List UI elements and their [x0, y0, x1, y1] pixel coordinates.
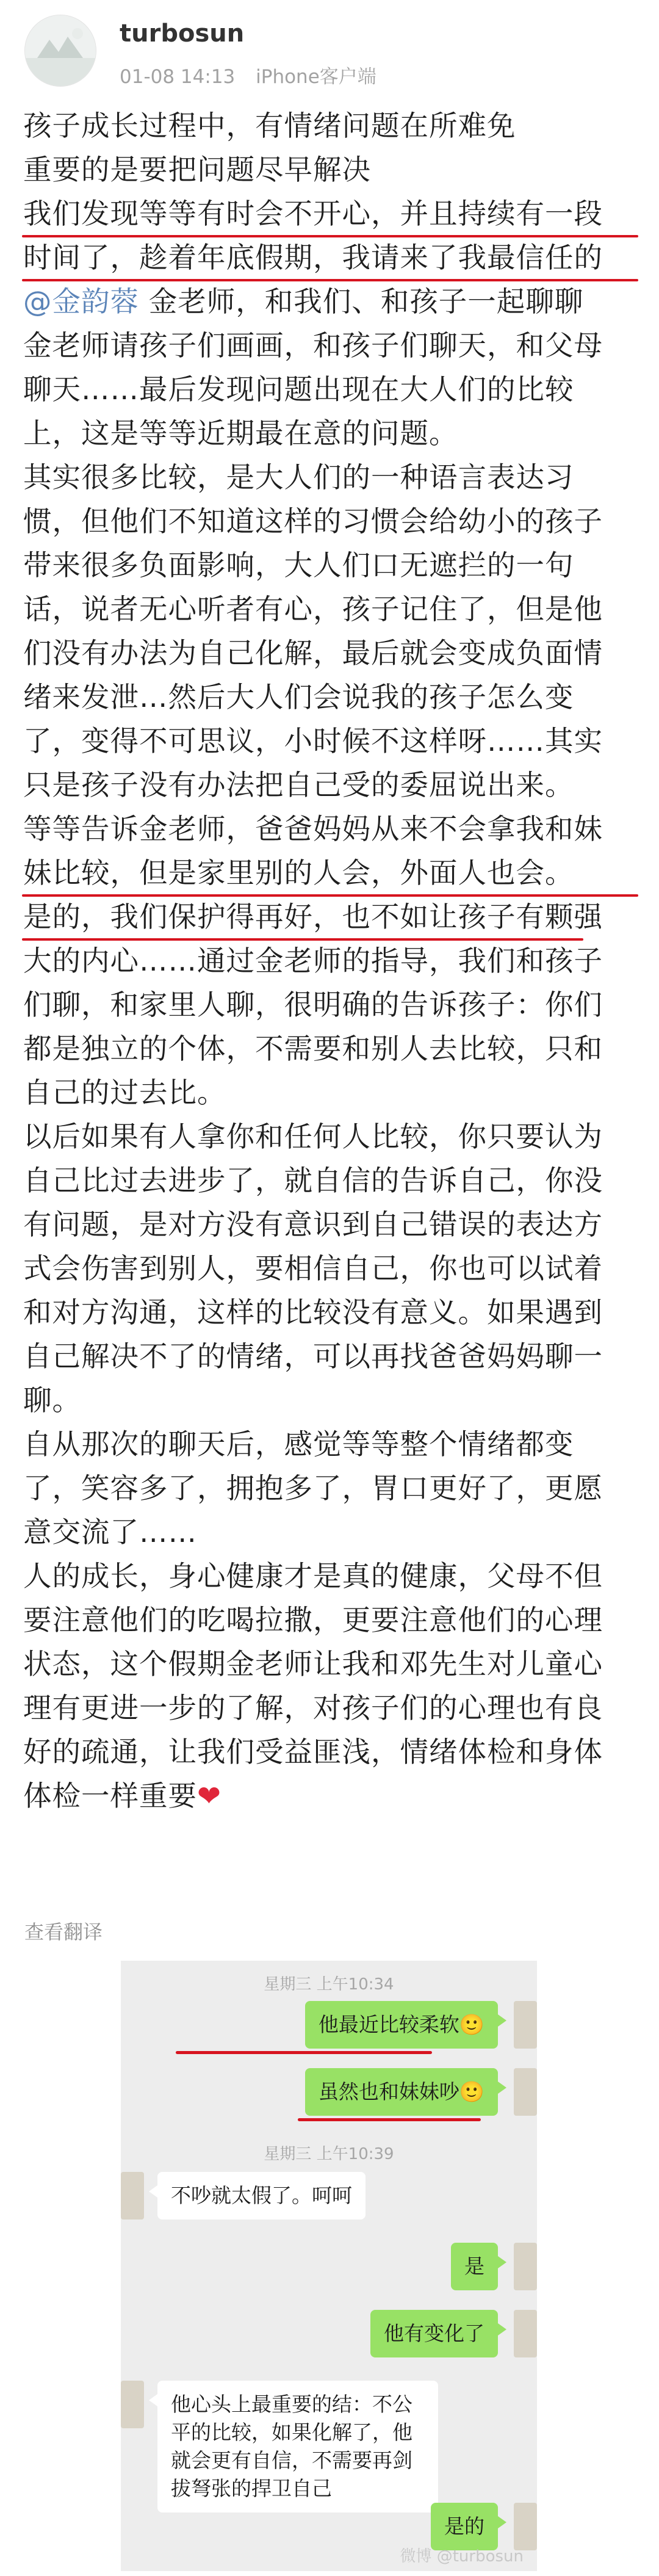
- post-line: 意交流了……: [23, 1516, 197, 1549]
- chat-bubble-other: 他心头上最重要的结：不公平的比较，如果化解了，他就会更有自信，不需要再剑拔弩张的捍卫自己: [157, 2381, 438, 2513]
- post-line: 等等告诉金老师，爸爸妈妈从来不会拿我和妹: [23, 812, 603, 845]
- chat-avatar-me: [514, 2001, 537, 2049]
- post-line: 好的疏通，让我们受益匪浅，情绪体检和身体: [23, 1735, 603, 1768]
- chat-avatar-other: [121, 2381, 144, 2428]
- chat-avatar-me: [514, 2068, 537, 2116]
- post-line: 自己解决不了的情绪，可以再找爸爸妈妈聊一: [23, 1340, 603, 1373]
- post-line: 其实很多比较，是大人们的一种语言表达习: [23, 461, 574, 494]
- chat-screenshot: [121, 1961, 537, 2571]
- post-header: [24, 11, 635, 96]
- post-line-with-heart: [23, 1774, 639, 1818]
- post-line: 自己的过去比。: [23, 1076, 226, 1109]
- post-line: 们聊，和家里人聊，很明确的告诉孩子：你们: [23, 988, 603, 1021]
- heart-icon: ❤: [197, 1779, 221, 1812]
- highlight-underline: [22, 894, 638, 897]
- post-line: 和对方沟通，这样的比较没有意义。如果遇到: [23, 1296, 603, 1329]
- post-line: 大的内心……通过金老师的指导，我们和孩子: [23, 944, 603, 977]
- watermark: 微博 @turbosun: [400, 2547, 524, 2566]
- post-line: 带来很多负面影响，大人们口无遮拦的一句: [23, 549, 574, 582]
- post-line: 话，说者无心听者有心，孩子记住了，但是他: [23, 593, 603, 626]
- post-line: 绪来发泄…然后大人们会说我的孩子怎么变: [23, 681, 574, 714]
- post-line: 我们发现等等有时会不开心，并且持续有一段: [23, 197, 603, 230]
- post-meta: [120, 61, 391, 89]
- post-line-text: 金老师，和我们、和孩子一起聊聊: [148, 285, 584, 318]
- post-line: 理有更进一步的了解，对孩子们的心理也有良: [23, 1691, 603, 1724]
- highlight-underline: [22, 235, 638, 237]
- avatar[interactable]: [24, 15, 96, 87]
- post-line: 有问题，是对方没有意识到自己错误的表达方: [23, 1208, 603, 1241]
- post-line: 只是孩子没有办法把自己受的委屈说出来。: [23, 769, 574, 801]
- post-line: 惯，但他们不知道这样的习惯会给幼小的孩子: [23, 505, 603, 538]
- chat-bubble-me: 他有变化了: [370, 2310, 498, 2357]
- chat-avatar-me: [514, 2243, 537, 2290]
- post-line: 时间了，趁着年底假期，我请来了我最信任的: [23, 241, 603, 274]
- post-line: 要注意他们的吃喝拉撒，更要注意他们的心理: [23, 1604, 603, 1637]
- highlight-underline: [22, 279, 638, 281]
- username[interactable]: turbosun: [120, 20, 245, 48]
- highlight-underline: [22, 938, 583, 941]
- post-line: 孩子成长过程中，有情绪问题在所难免: [23, 109, 516, 142]
- chat-bubble-me: 是: [451, 2243, 498, 2290]
- post-body: [23, 104, 639, 1818]
- chat-highlight-underline: [298, 2118, 481, 2121]
- post-line-text: 体检一样重要: [23, 1779, 197, 1812]
- chat-highlight-underline: [176, 2051, 432, 2054]
- post-line: 了，变得不可思议，小时候不这样呀……其实: [23, 725, 603, 758]
- chat-avatar-me: [514, 2310, 537, 2357]
- post-line: 状态，这个假期金老师让我和邓先生对儿童心: [23, 1648, 603, 1681]
- post-line: 式会伤害到别人，要相信自己，你也可以试着: [23, 1252, 603, 1285]
- post-date: 01-08 14:13: [120, 66, 236, 88]
- post-line: 重要的是要把问题尽早解决: [23, 153, 371, 186]
- post-line: 是的，我们保护得再好，也不如让孩子有颗强: [23, 900, 603, 933]
- post-line: 们没有办法为自己化解，最后就会变成负面情: [23, 637, 603, 670]
- mention-link[interactable]: @金韵蓉: [23, 285, 139, 318]
- post-line: 自己比过去进步了，就自信的告诉自己，你没: [23, 1164, 603, 1197]
- post-client: iPhone客户端: [256, 66, 376, 88]
- avatar-image-icon: [25, 15, 96, 87]
- post-line: 自从那次的聊天后，感觉等等整个情绪都变: [23, 1428, 574, 1461]
- post-line: 以后如果有人拿你和任何人比较，你只要认为: [23, 1120, 603, 1153]
- post-line: 妹比较，但是家里别的人会，外面人也会。: [23, 856, 574, 889]
- post-line: 聊天……最后发现问题出现在大人们的比较: [23, 373, 574, 406]
- chat-timestamp: 星期三 上午10:34: [264, 1975, 394, 1994]
- post-line: 上，这是等等近期最在意的问题。: [23, 417, 458, 450]
- translate-link[interactable]: 查看翻译: [24, 1920, 103, 1944]
- post-line-with-mention: [23, 280, 639, 324]
- post-line: 聊。: [23, 1384, 81, 1417]
- post-line: 都是独立的个体，不需要和别人去比较，只和: [23, 1032, 603, 1065]
- chat-avatar-other: [121, 2172, 144, 2220]
- post-line: 了，笑容多了，拥抱多了，胃口更好了，更愿: [23, 1472, 603, 1505]
- chat-timestamp: 星期三 上午10:39: [264, 2145, 394, 2163]
- post-line: 金老师请孩子们画画，和孩子们聊天，和父母: [23, 329, 603, 362]
- chat-bubble-other: 不吵就太假了。呵呵: [157, 2172, 366, 2220]
- post-line: 人的成长，身心健康才是真的健康，父母不但: [23, 1560, 603, 1593]
- chat-bubble-me: 他最近比较柔软🙂: [305, 2001, 498, 2049]
- chat-bubble-me: 虽然也和妹妹吵🙂: [305, 2068, 498, 2116]
- chat-bubble-me: 是的: [431, 2503, 498, 2550]
